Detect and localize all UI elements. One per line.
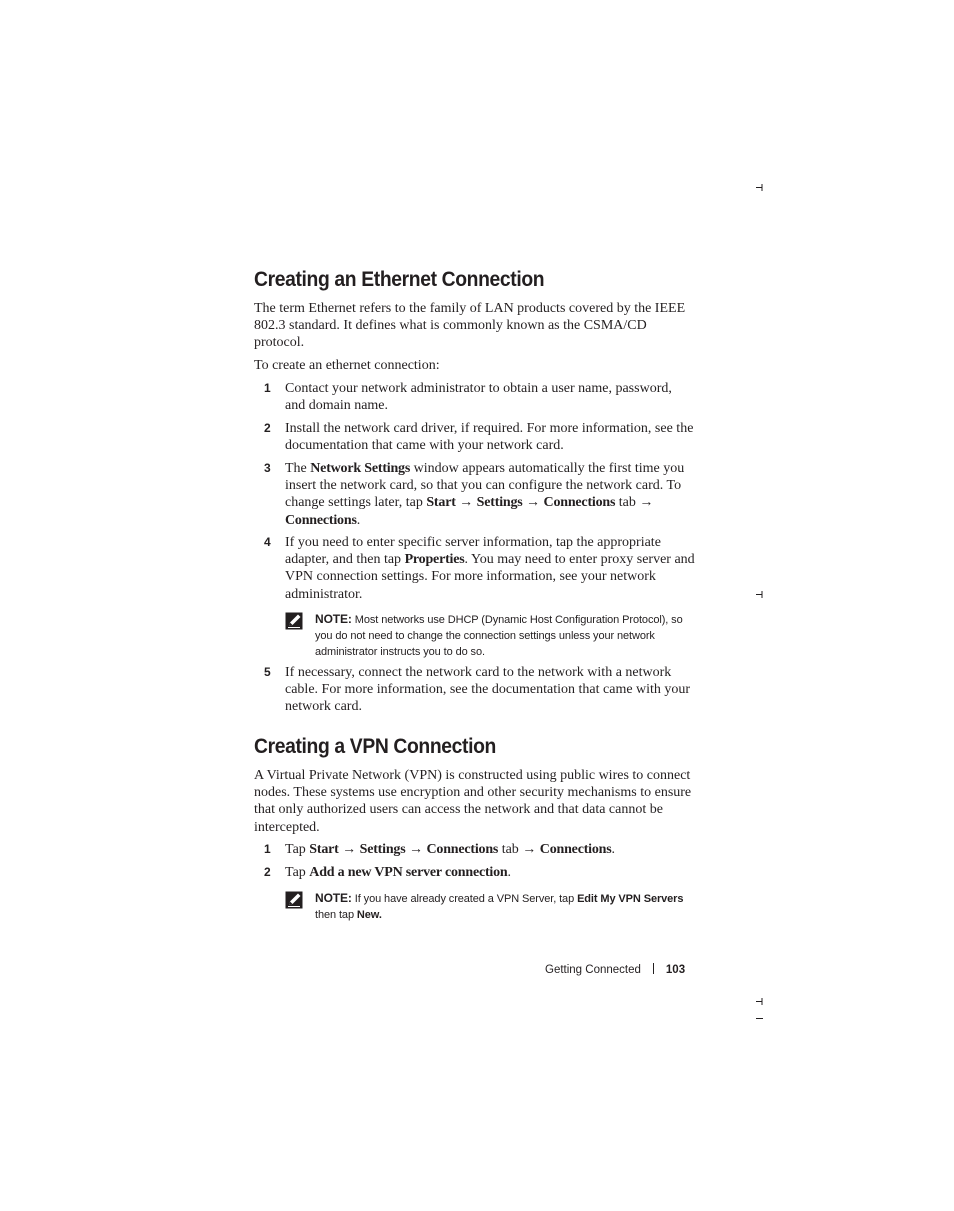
ui-label-connections: Connections [426, 842, 499, 857]
footer-section-title: Getting Connected [545, 964, 641, 976]
arrow-icon: → [526, 495, 541, 511]
ui-label-settings: Settings [476, 495, 523, 511]
ui-label-start: Start [309, 842, 339, 857]
note-text: NOTE: Most networks use DHCP (Dynamic Host Configuration Protocol), so you do not need to change the connection settings unless your network administrator instructs you to do so. [315, 612, 683, 658]
step-number: 5 [264, 665, 271, 679]
footer-divider [653, 963, 654, 974]
note-label: NOTE: [315, 612, 352, 626]
ethernet-intro: The term Ethernet refers to the family of LAN products covered by the IEEE 802.3 standard. It defines what is commonly known as the CSMA/CD protocol. [254, 301, 686, 351]
arrow-icon: → [342, 842, 357, 857]
page-number: 103 [665, 964, 686, 976]
ui-label-properties: Properties [404, 552, 465, 568]
ui-label-add-vpn: Add a new VPN server connection [309, 865, 508, 880]
arrow-icon: → [639, 495, 654, 511]
step-number: 1 [264, 842, 271, 856]
note-label: NOTE: [315, 891, 352, 905]
crop-mark-top [756, 184, 763, 191]
crop-mark-bottom [756, 998, 763, 1005]
arrow-icon: → [459, 495, 474, 511]
ethernet-lead: To create an ethernet connection: [254, 358, 440, 373]
pencil-note-icon [285, 612, 305, 630]
step-number: 3 [264, 461, 271, 475]
step-text: If you need to enter specific server information, tap the appropriate adapter, and then tap Properties. You may need to enter proxy server and VPN connection settings. For more information, see your network administrator. [285, 535, 695, 602]
arrow-icon: → [522, 842, 537, 857]
step-text: The Network Settings window appears automatically the first time you insert the network card, so that you can configure the network card. To change settings later, tap Start → Settings → Connections tab → Connections. [285, 461, 685, 528]
note-text: NOTE: If you have already created a VPN Server, tap Edit My VPN Servers then tap New. [315, 891, 684, 921]
arrow-icon: → [408, 842, 423, 857]
step-number: 2 [264, 421, 271, 435]
step-number: 2 [264, 865, 271, 879]
ui-label-settings: Settings [359, 842, 406, 857]
ui-label-connections: Connections [543, 495, 616, 511]
ui-label-start: Start [426, 495, 456, 511]
step-text: Tap Start → Settings → Connections tab → Connections. [285, 842, 615, 857]
crop-mark-edge [756, 1015, 763, 1022]
step-text: Tap Add a new VPN server connection. [285, 865, 512, 880]
vpn-heading: Creating a VPN Connection [254, 735, 496, 758]
ui-label-connections-2: Connections [539, 842, 612, 857]
step-text: If necessary, connect the network card to the network with a network cable. For more information, see the documentation that came with your network card. [285, 665, 691, 715]
ui-label-edit-vpn: Edit My VPN Servers [577, 893, 684, 905]
step-number: 4 [264, 535, 271, 549]
step-number: 1 [264, 381, 271, 395]
ui-label-new: New. [356, 909, 382, 921]
crop-mark-middle [756, 591, 763, 598]
step-text: Contact your network administrator to obtain a user name, password, and domain name. [285, 381, 672, 414]
ui-label-connections-2: Connections [285, 512, 357, 528]
ethernet-heading: Creating an Ethernet Connection [254, 268, 545, 291]
pencil-note-icon [285, 891, 305, 909]
ui-label-network-settings: Network Settings [310, 461, 411, 476]
vpn-intro: A Virtual Private Network (VPN) is constructed using public wires to connect nodes. These systems use encryption and other security mechanisms to ensure that only authorized users can access the network and that data cannot be intercepted. [254, 768, 692, 835]
page-footer [545, 963, 685, 976]
step-text: Install the network card driver, if required. For more information, see the documentation that came with your network card. [285, 421, 694, 454]
